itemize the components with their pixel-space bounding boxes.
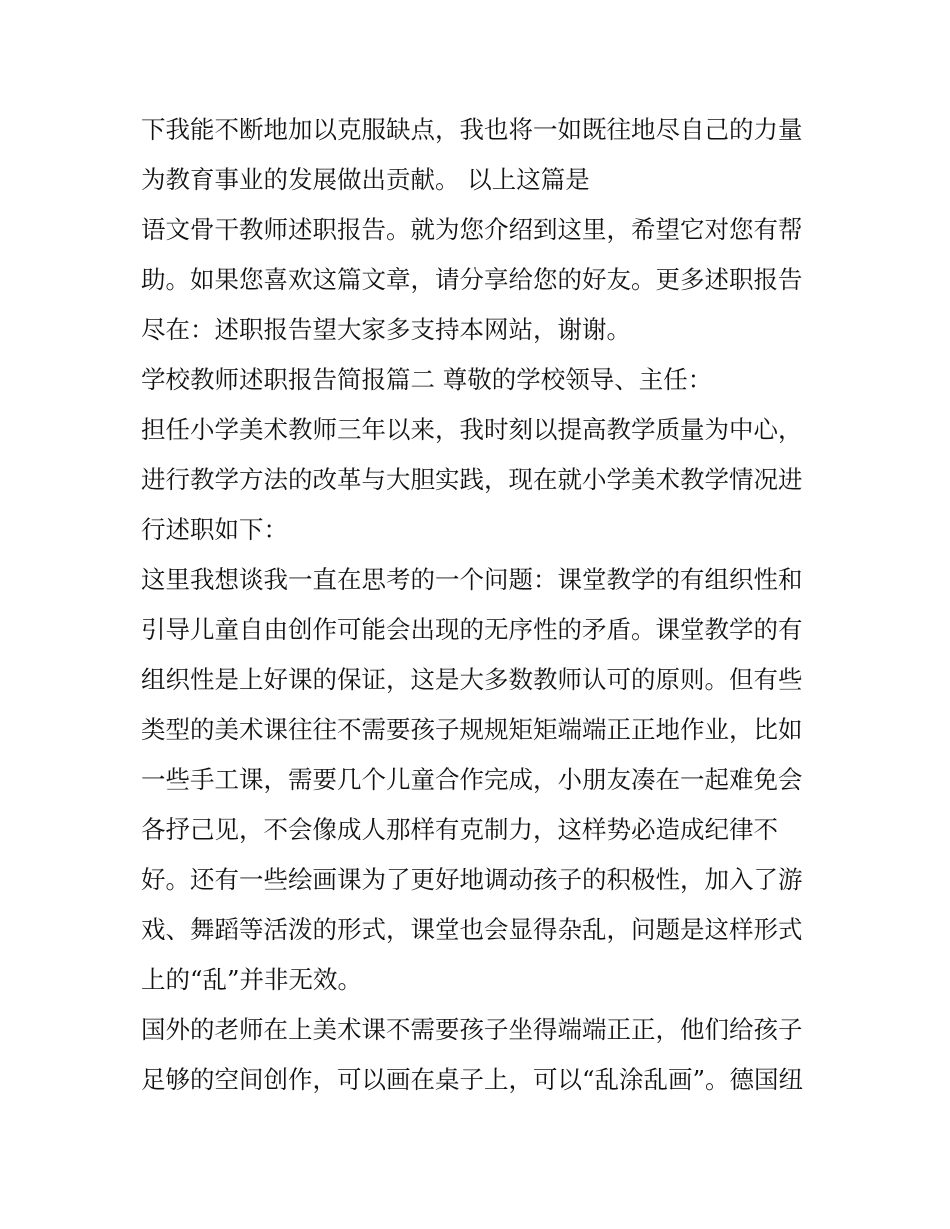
text-line: 一些手工课，需要几个儿童合作完成，小朋友凑在一起难免会: [141, 765, 803, 794]
text-line: 为教育事业的发展做出贡献。 以上这篇是: [141, 165, 590, 194]
text-line: 进行教学方法的改革与大胆实践，现在就小学美术教学情况进: [141, 465, 803, 494]
section-heading: 学校教师述职报告简报篇二 尊敬的学校领导、主任：: [141, 365, 713, 394]
text-line: 引导儿童自由创作可能会出现的无序性的矛盾。课堂教学的有: [141, 615, 803, 644]
text-line: 上的“乱”并非无效。: [141, 965, 363, 994]
text-line: 国外的老师在上美术课不需要孩子坐得端端正正，他们给孩子: [141, 1015, 803, 1044]
text-line: 语文骨干教师述职报告。就为您介绍到这里，希望它对您有帮: [141, 215, 803, 244]
text-line: 行述职如下：: [141, 515, 288, 544]
text-line: 下我能不断地加以克服缺点，我也将一如既往地尽自己的力量: [141, 115, 803, 144]
text-line: 类型的美术课往往不需要孩子规规矩矩端端正正地作业，比如: [141, 715, 803, 744]
text-line: 各抒己见，不会像成人那样有克制力，这样势必造成纪律不: [141, 815, 778, 844]
text-line: 戏、舞蹈等活泼的形式，课堂也会显得杂乱，问题是这样形式: [141, 915, 803, 944]
text-line: 助。如果您喜欢这篇文章，请分享给您的好友。更多述职报告: [141, 265, 803, 294]
text-line: 组织性是上好课的保证，这是大多数教师认可的原则。但有些: [141, 665, 803, 694]
text-line: 担任小学美术教师三年以来，我时刻以提高教学质量为中心，: [141, 415, 803, 444]
text-line: 好。还有一些绘画课为了更好地调动孩子的积极性，加入了游: [141, 865, 803, 894]
text-line: 足够的空间创作，可以画在桌子上，可以“乱涂乱画”。德国纽: [141, 1065, 804, 1094]
text-line: 这里我想谈我一直在思考的一个问题：课堂教学的有组织性和: [141, 565, 803, 594]
text-line: 尽在：述职报告望大家多支持本网站，谢谢。: [141, 315, 631, 344]
